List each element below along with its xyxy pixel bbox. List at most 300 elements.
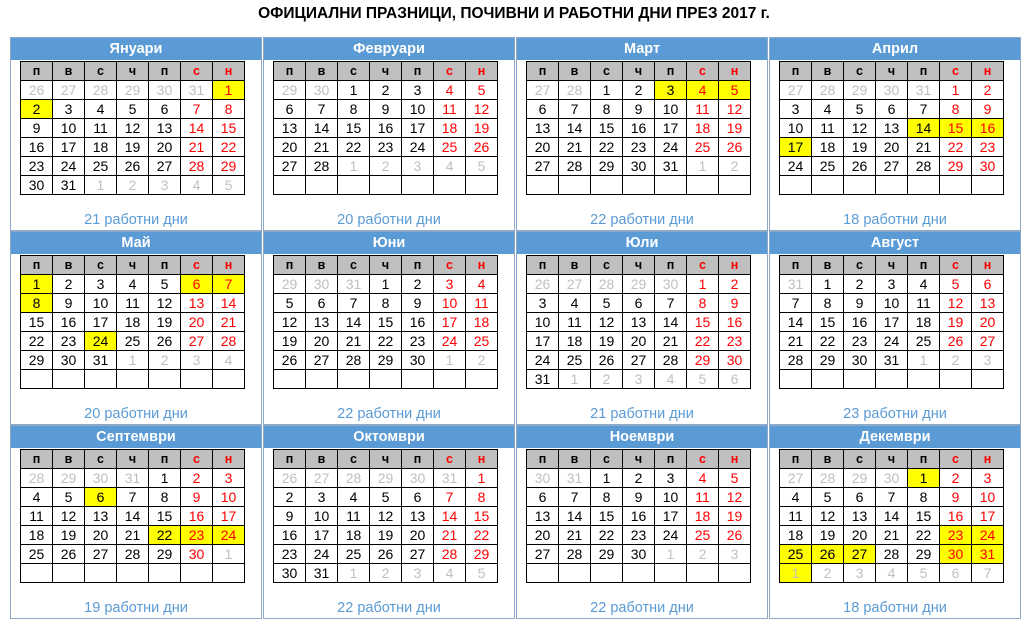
day-cell: 24 [434, 332, 466, 351]
day-cell: 24 [85, 332, 117, 351]
weekday-header: ч [623, 256, 655, 275]
day-cell: 3 [972, 351, 1004, 370]
day-cell: 7 [306, 100, 338, 119]
weekday-header: п [402, 256, 434, 275]
day-cell: 15 [149, 507, 181, 526]
day-cell: 18 [687, 119, 719, 138]
day-cell: 24 [780, 157, 812, 176]
day-cell: 16 [21, 138, 53, 157]
day-cell: 25 [21, 545, 53, 564]
weekday-header: п [780, 62, 812, 81]
day-cell: 4 [559, 294, 591, 313]
day-cell: 3 [306, 488, 338, 507]
day-cell: 30 [306, 81, 338, 100]
day-cell: 14 [876, 507, 908, 526]
day-cell: 15 [466, 507, 498, 526]
weekday-header: п [274, 62, 306, 81]
day-cell: 28 [908, 157, 940, 176]
day-cell: 17 [434, 313, 466, 332]
day-cell: 28 [812, 81, 844, 100]
day-cell: 22 [149, 526, 181, 545]
day-cell: 2 [181, 469, 213, 488]
day-cell: 30 [876, 469, 908, 488]
weekday-header: ч [117, 256, 149, 275]
day-cell: 16 [53, 313, 85, 332]
day-cell: 21 [213, 313, 245, 332]
day-cell [274, 370, 306, 389]
weekday-header: с [687, 256, 719, 275]
day-cell: 19 [53, 526, 85, 545]
day-cell: 30 [85, 469, 117, 488]
month-calendar-table [779, 449, 1004, 583]
day-cell: 5 [940, 275, 972, 294]
day-cell: 21 [655, 332, 687, 351]
day-cell: 15 [591, 119, 623, 138]
day-cell: 19 [812, 526, 844, 545]
day-cell: 28 [85, 81, 117, 100]
day-cell [940, 176, 972, 195]
day-cell: 11 [434, 100, 466, 119]
day-cell: 11 [559, 313, 591, 332]
weekday-header: н [466, 256, 498, 275]
day-cell: 31 [876, 351, 908, 370]
day-cell: 31 [181, 81, 213, 100]
day-cell: 15 [21, 313, 53, 332]
day-cell: 20 [306, 332, 338, 351]
day-cell: 3 [780, 100, 812, 119]
day-cell: 12 [466, 100, 498, 119]
day-cell: 14 [338, 313, 370, 332]
month-panel [10, 231, 262, 425]
weekday-header: ч [117, 62, 149, 81]
day-cell: 22 [812, 332, 844, 351]
day-cell: 2 [466, 351, 498, 370]
weekday-header: н [972, 256, 1004, 275]
day-cell [780, 176, 812, 195]
day-cell: 4 [117, 275, 149, 294]
day-cell: 14 [434, 507, 466, 526]
day-cell: 21 [559, 526, 591, 545]
day-cell: 5 [274, 294, 306, 313]
day-cell: 13 [306, 313, 338, 332]
day-cell: 28 [591, 275, 623, 294]
day-cell: 8 [466, 488, 498, 507]
day-cell: 30 [972, 157, 1004, 176]
day-cell: 3 [402, 564, 434, 583]
day-cell: 30 [527, 469, 559, 488]
day-cell: 30 [623, 545, 655, 564]
day-cell: 2 [719, 275, 751, 294]
day-cell: 1 [591, 81, 623, 100]
day-cell: 17 [972, 507, 1004, 526]
day-cell: 7 [780, 294, 812, 313]
day-cell: 4 [687, 81, 719, 100]
day-cell: 20 [527, 526, 559, 545]
day-cell: 16 [274, 526, 306, 545]
day-cell: 28 [338, 469, 370, 488]
day-cell: 3 [972, 469, 1004, 488]
day-cell [591, 176, 623, 195]
day-cell: 18 [21, 526, 53, 545]
day-cell: 7 [338, 294, 370, 313]
weekday-header: с [181, 256, 213, 275]
day-cell: 12 [591, 313, 623, 332]
day-cell [402, 176, 434, 195]
weekday-header: в [53, 62, 85, 81]
day-cell: 10 [434, 294, 466, 313]
day-cell: 15 [908, 507, 940, 526]
day-cell: 2 [402, 275, 434, 294]
weekday-header: с [940, 450, 972, 469]
weekday-header: с [844, 62, 876, 81]
day-cell: 27 [149, 157, 181, 176]
weekday-header: н [972, 450, 1004, 469]
day-cell: 14 [655, 313, 687, 332]
working-days-count: 22 работни дни [590, 600, 694, 616]
day-cell: 5 [719, 81, 751, 100]
day-cell: 28 [434, 545, 466, 564]
day-cell: 4 [213, 351, 245, 370]
day-cell [559, 564, 591, 583]
day-cell: 4 [21, 488, 53, 507]
day-cell: 5 [719, 469, 751, 488]
day-cell: 8 [908, 488, 940, 507]
month-calendar-table [20, 449, 245, 583]
day-cell: 1 [117, 351, 149, 370]
day-cell: 12 [117, 119, 149, 138]
weekday-header: с [434, 450, 466, 469]
day-cell: 27 [402, 545, 434, 564]
day-cell: 20 [402, 526, 434, 545]
day-cell: 30 [876, 81, 908, 100]
weekday-header: с [181, 62, 213, 81]
page-title: ОФИЦИАЛНИ ПРАЗНИЦИ, ПОЧИВНИ И РАБОТНИ ДНИ ПРЕЗ 2017 г. [258, 5, 770, 22]
day-cell: 29 [591, 157, 623, 176]
day-cell: 22 [338, 138, 370, 157]
day-cell: 20 [149, 138, 181, 157]
day-cell: 27 [559, 275, 591, 294]
day-cell: 27 [181, 332, 213, 351]
day-cell: 31 [972, 545, 1004, 564]
month-calendar-table [779, 255, 1004, 389]
day-cell: 25 [338, 545, 370, 564]
day-cell: 1 [559, 370, 591, 389]
day-cell: 18 [780, 526, 812, 545]
day-cell: 25 [687, 526, 719, 545]
weekday-header: н [213, 256, 245, 275]
month-name: Февруари [264, 38, 514, 60]
day-cell: 17 [527, 332, 559, 351]
day-cell: 7 [117, 488, 149, 507]
day-cell: 23 [623, 138, 655, 157]
day-cell: 21 [559, 138, 591, 157]
day-cell [623, 564, 655, 583]
month-panel [263, 425, 515, 619]
day-cell [117, 564, 149, 583]
day-cell: 1 [370, 275, 402, 294]
weekday-header: п [149, 256, 181, 275]
day-cell: 28 [876, 545, 908, 564]
day-cell: 11 [117, 294, 149, 313]
month-name: Август [770, 232, 1020, 254]
day-cell: 2 [940, 351, 972, 370]
day-cell: 4 [466, 275, 498, 294]
day-cell: 28 [21, 469, 53, 488]
day-cell: 7 [559, 100, 591, 119]
day-cell: 31 [306, 564, 338, 583]
day-cell: 3 [149, 176, 181, 195]
day-cell: 28 [559, 545, 591, 564]
day-cell: 2 [370, 564, 402, 583]
day-cell: 28 [812, 469, 844, 488]
day-cell: 13 [972, 294, 1004, 313]
day-cell: 17 [85, 313, 117, 332]
day-cell: 5 [908, 564, 940, 583]
day-cell: 1 [687, 157, 719, 176]
day-cell: 11 [687, 488, 719, 507]
day-cell: 22 [591, 138, 623, 157]
weekday-header: н [972, 62, 1004, 81]
day-cell: 13 [149, 119, 181, 138]
month-calendar-table [779, 61, 1004, 195]
weekday-header: н [466, 62, 498, 81]
day-cell: 17 [876, 313, 908, 332]
day-cell: 28 [655, 351, 687, 370]
day-cell: 16 [719, 313, 751, 332]
day-cell: 16 [623, 507, 655, 526]
weekday-header: ч [117, 450, 149, 469]
day-cell: 23 [274, 545, 306, 564]
weekday-header: п [908, 62, 940, 81]
day-cell: 3 [844, 564, 876, 583]
working-days-count: 18 работни дни [843, 600, 947, 616]
day-cell [591, 564, 623, 583]
day-cell: 4 [434, 157, 466, 176]
day-cell [338, 370, 370, 389]
day-cell: 25 [117, 332, 149, 351]
day-cell [402, 370, 434, 389]
day-cell: 12 [940, 294, 972, 313]
day-cell: 5 [117, 100, 149, 119]
day-cell: 14 [780, 313, 812, 332]
day-cell: 3 [402, 81, 434, 100]
weekday-header: с [338, 62, 370, 81]
day-cell: 13 [274, 119, 306, 138]
day-cell: 4 [181, 176, 213, 195]
day-cell: 31 [117, 469, 149, 488]
day-cell: 23 [181, 526, 213, 545]
day-cell: 13 [844, 507, 876, 526]
day-cell: 8 [338, 100, 370, 119]
day-cell: 28 [559, 157, 591, 176]
day-cell: 28 [338, 351, 370, 370]
day-cell [844, 176, 876, 195]
day-cell: 3 [876, 275, 908, 294]
day-cell: 13 [402, 507, 434, 526]
day-cell: 30 [940, 545, 972, 564]
day-cell: 18 [687, 507, 719, 526]
day-cell: 19 [940, 313, 972, 332]
month-panel [516, 231, 768, 425]
weekday-header: п [21, 256, 53, 275]
day-cell [972, 370, 1004, 389]
day-cell: 25 [812, 157, 844, 176]
month-calendar-table [273, 449, 498, 583]
day-cell: 28 [117, 545, 149, 564]
weekday-header: ч [876, 256, 908, 275]
day-cell: 2 [687, 545, 719, 564]
day-cell: 4 [434, 564, 466, 583]
day-cell: 6 [149, 100, 181, 119]
day-cell: 29 [370, 469, 402, 488]
weekday-header: ч [370, 256, 402, 275]
day-cell [466, 370, 498, 389]
day-cell [213, 370, 245, 389]
day-cell: 27 [623, 351, 655, 370]
working-days-count: 22 работни дни [337, 600, 441, 616]
day-cell: 18 [812, 138, 844, 157]
day-cell: 10 [655, 100, 687, 119]
day-cell: 23 [844, 332, 876, 351]
day-cell: 24 [655, 526, 687, 545]
weekday-header: с [85, 450, 117, 469]
day-cell: 31 [655, 157, 687, 176]
day-cell: 15 [213, 119, 245, 138]
day-cell: 19 [117, 138, 149, 157]
day-cell: 31 [559, 469, 591, 488]
day-cell: 27 [527, 545, 559, 564]
month-name: Ноември [517, 426, 767, 448]
day-cell [876, 176, 908, 195]
day-cell: 1 [591, 469, 623, 488]
day-cell: 18 [434, 119, 466, 138]
day-cell: 7 [972, 564, 1004, 583]
day-cell [213, 564, 245, 583]
day-cell: 5 [370, 488, 402, 507]
day-cell: 6 [527, 488, 559, 507]
day-cell: 23 [719, 332, 751, 351]
day-cell [972, 176, 1004, 195]
day-cell: 10 [85, 294, 117, 313]
weekday-header: в [812, 62, 844, 81]
day-cell: 10 [306, 507, 338, 526]
day-cell: 8 [149, 488, 181, 507]
day-cell: 1 [466, 469, 498, 488]
day-cell: 5 [591, 294, 623, 313]
day-cell: 2 [370, 81, 402, 100]
day-cell: 16 [181, 507, 213, 526]
day-cell: 29 [274, 81, 306, 100]
day-cell: 3 [181, 351, 213, 370]
day-cell: 12 [370, 507, 402, 526]
day-cell: 27 [780, 469, 812, 488]
day-cell: 25 [466, 332, 498, 351]
day-cell: 6 [844, 488, 876, 507]
day-cell: 24 [876, 332, 908, 351]
day-cell: 7 [213, 275, 245, 294]
day-cell: 30 [623, 157, 655, 176]
weekday-header: п [402, 62, 434, 81]
day-cell: 22 [940, 138, 972, 157]
day-cell: 10 [876, 294, 908, 313]
day-cell: 20 [274, 138, 306, 157]
day-cell: 13 [527, 507, 559, 526]
weekday-header: с [85, 62, 117, 81]
day-cell: 29 [21, 351, 53, 370]
day-cell: 3 [719, 545, 751, 564]
day-cell: 9 [53, 294, 85, 313]
day-cell: 13 [623, 313, 655, 332]
weekday-header: с [434, 256, 466, 275]
weekday-header: п [655, 62, 687, 81]
day-cell: 26 [719, 526, 751, 545]
weekday-header: ч [876, 62, 908, 81]
day-cell [274, 176, 306, 195]
day-cell: 20 [181, 313, 213, 332]
weekday-header: с [85, 256, 117, 275]
day-cell: 30 [719, 351, 751, 370]
day-cell: 11 [466, 294, 498, 313]
day-cell: 5 [687, 370, 719, 389]
day-cell: 29 [149, 545, 181, 564]
day-cell: 11 [85, 119, 117, 138]
day-cell: 4 [780, 488, 812, 507]
day-cell: 27 [53, 81, 85, 100]
day-cell: 20 [527, 138, 559, 157]
day-cell [306, 176, 338, 195]
weekday-header: в [306, 62, 338, 81]
day-cell: 20 [876, 138, 908, 157]
day-cell: 20 [85, 526, 117, 545]
day-cell [181, 564, 213, 583]
day-cell: 18 [466, 313, 498, 332]
working-days-count: 23 работни дни [843, 406, 947, 422]
day-cell [53, 564, 85, 583]
day-cell: 8 [21, 294, 53, 313]
day-cell: 23 [21, 157, 53, 176]
day-cell: 14 [559, 507, 591, 526]
day-cell: 20 [972, 313, 1004, 332]
day-cell: 31 [527, 370, 559, 389]
day-cell: 30 [402, 469, 434, 488]
day-cell: 21 [306, 138, 338, 157]
day-cell: 26 [117, 157, 149, 176]
weekday-header: п [21, 62, 53, 81]
day-cell: 30 [53, 351, 85, 370]
month-name: Март [517, 38, 767, 60]
month-name: Април [770, 38, 1020, 60]
day-cell [844, 370, 876, 389]
day-cell: 2 [274, 488, 306, 507]
working-days-count: 21 работни дни [84, 212, 188, 228]
day-cell [370, 370, 402, 389]
day-cell: 29 [623, 275, 655, 294]
day-cell [21, 370, 53, 389]
day-cell: 6 [719, 370, 751, 389]
day-cell: 16 [370, 119, 402, 138]
month-panel [769, 425, 1021, 619]
day-cell: 19 [719, 119, 751, 138]
month-name: Декември [770, 426, 1020, 448]
day-cell [306, 370, 338, 389]
day-cell: 2 [719, 157, 751, 176]
day-cell: 12 [274, 313, 306, 332]
day-cell: 27 [274, 157, 306, 176]
day-cell [780, 370, 812, 389]
day-cell [527, 176, 559, 195]
day-cell: 8 [812, 294, 844, 313]
day-cell: 2 [591, 370, 623, 389]
